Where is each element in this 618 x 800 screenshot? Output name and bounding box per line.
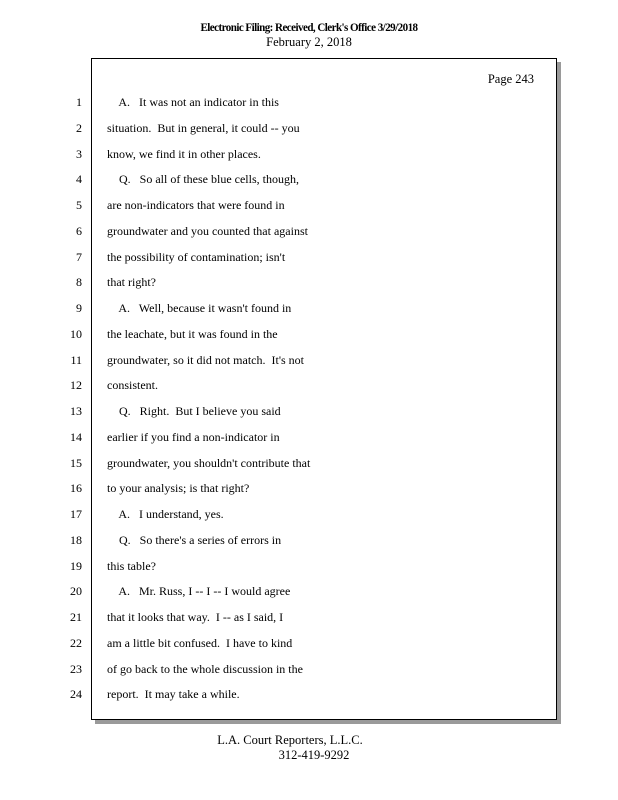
line-number: 3 <box>76 147 82 161</box>
line-number: 21 <box>70 610 82 624</box>
line-number: 22 <box>70 636 82 650</box>
transcript-line-text: earlier if you find a non-indicator in <box>107 430 280 444</box>
page-number: Page 243 <box>487 72 534 86</box>
transcript-line-text: report. It may take a while. <box>107 687 240 701</box>
line-number: 18 <box>70 533 82 547</box>
line-number: 16 <box>70 481 82 495</box>
line-number: 9 <box>76 301 82 315</box>
line-number: 20 <box>70 584 82 598</box>
line-number: 4 <box>76 172 82 186</box>
line-number: 1 <box>76 95 82 109</box>
transcript-line-text: Q. So there's a series of errors in <box>107 533 282 547</box>
transcript-line-text: A. I understand, yes. <box>107 507 224 521</box>
line-number: 2 <box>76 121 82 135</box>
transcript-line-text: A. Mr. Russ, I -- I -- I would agree <box>107 584 291 598</box>
transcript-line-text: the leachate, but it was found in the <box>107 327 278 341</box>
line-number: 5 <box>76 198 82 212</box>
transcript-line-text: groundwater and you counted that against <box>107 224 308 238</box>
line-number: 23 <box>70 662 82 676</box>
line-number: 8 <box>76 275 82 289</box>
transcript-line-text: that it looks that way. I -- as I said, I <box>107 610 284 624</box>
transcript-line-text: are non-indicators that were found in <box>107 198 285 212</box>
transcript-line-text: A. Well, because it wasn't found in <box>107 301 292 315</box>
court-reporter-name: L.A. Court Reporters, L.L.C. <box>217 733 363 747</box>
line-number: 7 <box>76 250 82 264</box>
transcript-line-text: am a little bit confused. I have to kind <box>107 636 293 650</box>
transcript-line-text: groundwater, you shouldn't contribute that <box>107 456 311 470</box>
line-number: 10 <box>70 327 82 341</box>
filing-stamp: Electronic Filing: Received, Clerk's Office 3/29/2018 <box>200 20 418 34</box>
line-number: 19 <box>70 559 82 573</box>
court-reporter-phone: 312-419-9292 <box>278 748 350 762</box>
transcript-line-text: groundwater, so it did not match. It's not <box>107 353 304 367</box>
transcript-line-text: know, we find it in other places. <box>107 147 261 161</box>
transcript-line-text: consistent. <box>107 378 158 392</box>
line-number: 17 <box>70 507 82 521</box>
transcript-line-text: the possibility of contamination; isn't <box>107 250 286 264</box>
transcript-date: February 2, 2018 <box>266 35 352 49</box>
transcript-line-text: that right? <box>107 275 156 289</box>
line-number: 12 <box>70 378 82 392</box>
transcript-line-text: this table? <box>107 559 156 573</box>
transcript-line-text: Q. Right. But I believe you said <box>107 404 281 418</box>
line-number: 14 <box>70 430 82 444</box>
transcript-line-text: situation. But in general, it could -- you <box>107 121 300 135</box>
line-number: 15 <box>70 456 82 470</box>
transcript-line-text: Q. So all of these blue cells, though, <box>107 172 299 186</box>
line-number: 6 <box>76 224 82 238</box>
line-number: 11 <box>70 353 82 367</box>
transcript-line-text: of go back to the whole discussion in the <box>107 662 303 676</box>
transcript-line-text: A. It was not an indicator in this <box>107 95 279 109</box>
line-number: 13 <box>70 404 82 418</box>
line-number: 24 <box>70 687 82 701</box>
transcript-line-text: to your analysis; is that right? <box>107 481 250 495</box>
